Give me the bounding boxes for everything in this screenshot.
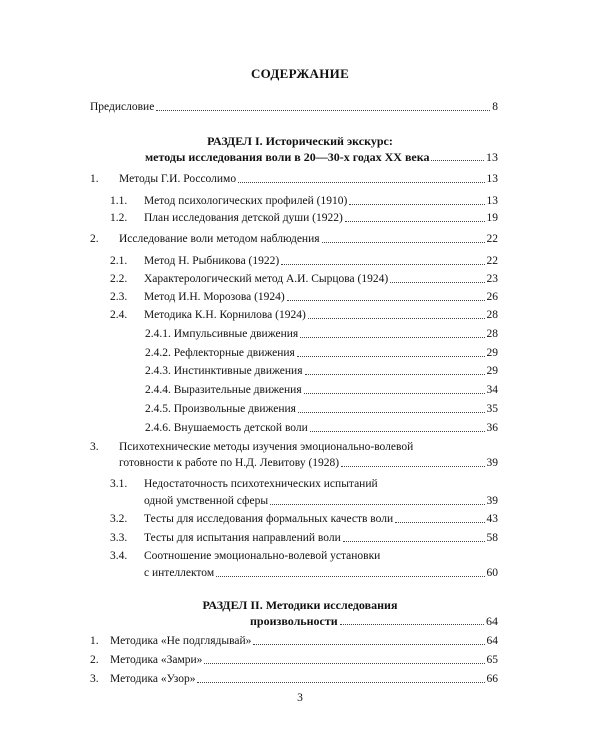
leader-dots	[216, 575, 484, 577]
page-title: СОДЕРЖАНИЕ	[250, 66, 350, 81]
entry-page: 58	[486, 532, 498, 544]
entry-text: 2.4.5. Произвольные движения	[145, 403, 296, 415]
page-number: 3	[297, 692, 303, 704]
entry-text: одной умственной сферы	[144, 495, 269, 507]
entry-page: 66	[486, 673, 498, 685]
entry-text: Исследование воли методом наблюдения	[119, 233, 320, 245]
entry-page: 34	[486, 384, 498, 396]
toc-entry	[90, 672, 498, 687]
entry-number: 1.	[90, 173, 99, 185]
leader-dots	[204, 662, 484, 664]
entry-page: 29	[486, 365, 498, 377]
entry-number: 2.	[90, 233, 99, 245]
leader-dots	[253, 643, 484, 645]
entry-text: готовности к работе по Н.Д. Левитову (1928)	[119, 457, 340, 469]
leader-dots	[310, 430, 485, 432]
toc-entry-preface	[90, 100, 498, 115]
entry-text: Метод Н. Рыбникова (1922)	[144, 255, 280, 267]
entry-text: Тесты для исследования формальных качеств воли	[144, 513, 394, 525]
entry-text: с интеллектом	[144, 567, 215, 579]
entry-text: Методика «Замри»	[110, 654, 203, 666]
entry-text: 2.4.6. Внушаемость детской воли	[145, 422, 308, 434]
entry-text: Метод психологических профилей (1910)	[144, 195, 348, 207]
leader-dots	[300, 336, 484, 338]
entry-text: Предисловие	[90, 101, 155, 113]
entry-number: 2.	[90, 654, 99, 666]
toc-entry	[110, 211, 498, 226]
toc-entry-3-line1	[90, 440, 413, 455]
entry-page: 8	[492, 101, 498, 113]
leader-dots	[349, 203, 484, 205]
leader-dots	[431, 159, 484, 161]
leader-dots	[287, 299, 485, 301]
entry-number: 3.1.	[110, 478, 128, 490]
toc-entry	[110, 272, 498, 287]
section-1-subtitle: методы исследования воли в 20—30-х годах XX века	[145, 150, 430, 164]
toc-entry-3-1-line1	[110, 477, 378, 492]
entry-text: Недостаточность психотехнических испытаний	[144, 478, 378, 490]
section-2-heading-line1: РАЗДЕЛ II. Методики исследования	[202, 598, 398, 612]
leader-dots	[340, 623, 484, 625]
entry-number: 1.1.	[110, 195, 128, 207]
toc-entry	[145, 327, 498, 342]
entry-number: 2.1.	[110, 255, 128, 267]
leader-dots	[197, 681, 484, 683]
toc-entry	[110, 308, 498, 323]
entry-text: Методика «Не подглядывай»	[110, 635, 252, 647]
toc-entry-3-4-line2	[144, 566, 498, 581]
entry-number: 3.3.	[110, 532, 128, 544]
toc-entry	[90, 634, 498, 649]
leader-dots	[395, 521, 484, 523]
leader-dots	[390, 281, 484, 283]
entry-text: 2.4.4. Выразительные движения	[145, 384, 302, 396]
entry-number: 3.2.	[110, 513, 128, 525]
section-2-heading-line2	[250, 614, 498, 629]
entry-text: Метод И.Н. Морозова (1924)	[144, 291, 285, 303]
entry-page: 65	[486, 654, 498, 666]
toc-entry	[90, 172, 498, 187]
toc-entry	[110, 512, 498, 527]
entry-text: 2.4.2. Рефлекторные движения	[145, 347, 295, 359]
toc-entry	[90, 653, 498, 668]
entry-page: 29	[486, 347, 498, 359]
toc-entry-3-4-line1	[110, 549, 380, 564]
entry-number: 3.	[90, 441, 99, 453]
section-2-subtitle: произвольности	[250, 614, 338, 628]
leader-dots	[297, 355, 485, 357]
toc-entry	[145, 364, 498, 379]
toc-entry	[110, 194, 498, 209]
entry-page: 23	[486, 273, 498, 285]
entry-page: 22	[486, 233, 498, 245]
entry-number: 1.	[90, 635, 99, 647]
entry-page: 26	[486, 291, 498, 303]
entry-text: План исследования детской души (1922)	[144, 212, 343, 224]
entry-page: 64	[486, 635, 498, 647]
section-1-heading-line2	[145, 150, 498, 165]
entry-text: Тесты для испытания направлений воли	[144, 532, 341, 544]
toc-entry	[145, 402, 498, 417]
leader-dots	[322, 241, 485, 243]
toc-entry	[145, 346, 498, 361]
entry-page: 39	[486, 457, 498, 469]
entry-page: 13	[486, 173, 498, 185]
leader-dots	[308, 317, 485, 319]
section-1-page: 13	[486, 150, 498, 164]
entry-number: 2.3.	[110, 291, 128, 303]
entry-text: Характерологический метод А.И. Сырцова (1924)	[144, 273, 389, 285]
entry-text: 2.4.1. Импульсивные движения	[145, 328, 299, 340]
leader-dots	[281, 263, 484, 265]
entry-page: 36	[486, 422, 498, 434]
toc-entry	[145, 421, 498, 436]
entry-page: 28	[486, 309, 498, 321]
toc-entry-3-1-line2	[144, 494, 498, 509]
entry-number: 3.4.	[110, 550, 128, 562]
entry-page: 35	[486, 403, 498, 415]
leader-dots	[305, 373, 485, 375]
entry-number: 2.4.	[110, 309, 128, 321]
entry-number: 2.2.	[110, 273, 128, 285]
leader-dots	[238, 181, 484, 183]
entry-page: 22	[486, 255, 498, 267]
toc-entry	[110, 531, 498, 546]
leader-dots	[304, 392, 485, 394]
entry-page: 19	[486, 212, 498, 224]
toc-entry	[110, 254, 498, 269]
toc-entry-3-line2	[119, 456, 498, 471]
entry-text: Методика К.Н. Корнилова (1924)	[144, 309, 306, 321]
leader-dots	[298, 411, 485, 413]
entry-text: Соотношение эмоционально-волевой установки	[144, 550, 381, 562]
toc-entry	[110, 290, 498, 305]
leader-dots	[343, 540, 485, 542]
section-2-page: 64	[486, 614, 498, 628]
entry-page: 28	[486, 328, 498, 340]
toc-entry	[145, 383, 498, 398]
entry-page: 13	[486, 195, 498, 207]
entry-page: 43	[486, 513, 498, 525]
entry-text: Психотехнические методы изучения эмоционально-волевой	[119, 441, 414, 453]
section-1-heading-line1: РАЗДЕЛ I. Исторический экскурс:	[207, 134, 393, 148]
leader-dots	[270, 503, 484, 505]
leader-dots	[345, 220, 485, 222]
entry-text: Методика «Узор»	[110, 673, 196, 685]
entry-number: 3.	[90, 673, 99, 685]
toc-entry	[90, 232, 498, 247]
leader-dots	[341, 465, 484, 467]
entry-text: Методы Г.И. Россолимо	[119, 173, 237, 185]
entry-number: 1.2.	[110, 212, 128, 224]
entry-text: 2.4.3. Инстинктивные движения	[145, 365, 303, 377]
entry-page: 60	[486, 567, 498, 579]
entry-page: 39	[486, 495, 498, 507]
leader-dots	[156, 109, 490, 111]
